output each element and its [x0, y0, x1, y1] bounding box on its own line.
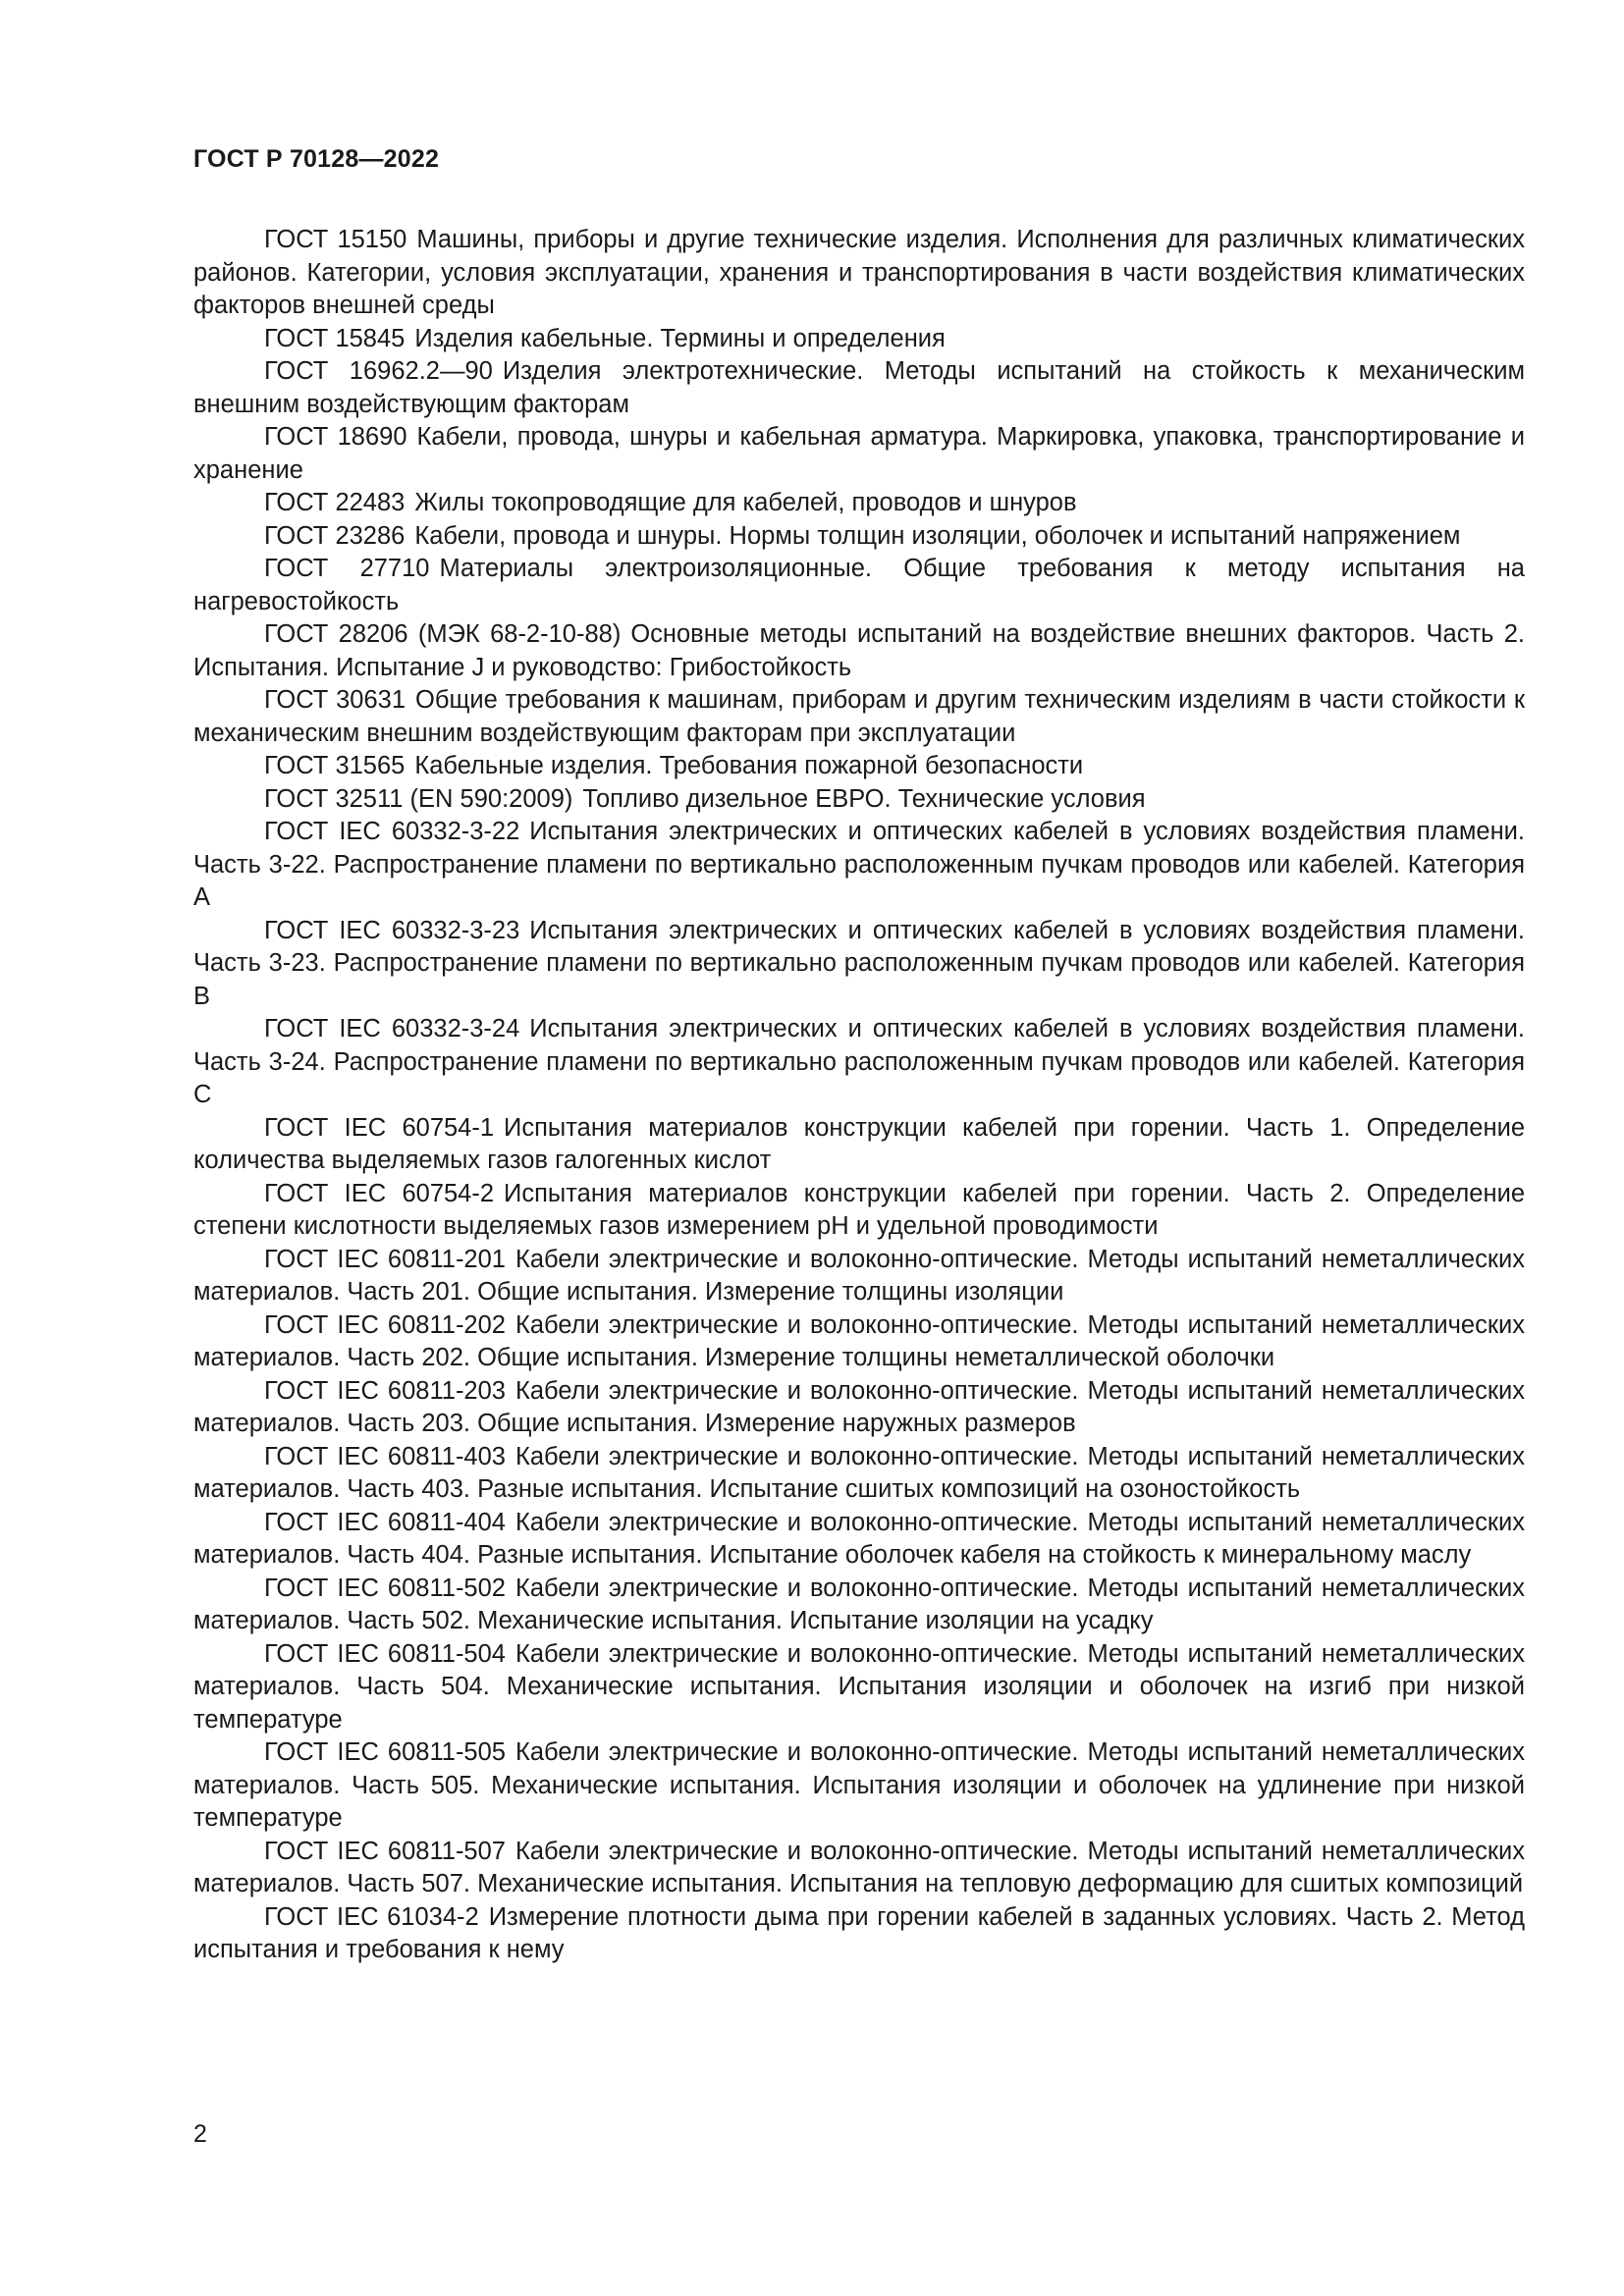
reference-item — [193, 684, 1525, 750]
reference-title: Машины, приборы и другие технические изделия. Исполнения для различных климатических районов. Категории, условия эксплуатации, хранения и транспортирования в части воздействия климатических факторов внешней среды — [193, 226, 1525, 319]
reference-code: ГОСТ IEC 60754-2 — [264, 1179, 495, 1207]
reference-title: Кабели электрические и волоконно-оптические. Методы испытаний неметаллических материалов. Часть 203. Общие испытания. Измерение наружных размеров — [193, 1376, 1525, 1437]
reference-code: ГОСТ 23286 — [264, 521, 406, 550]
reference-code: ГОСТ 30631 — [264, 686, 406, 714]
reference-code: ГОСТ 15150 — [264, 226, 407, 253]
reference-item — [193, 783, 1525, 817]
reference-item — [193, 1244, 1525, 1309]
reference-code: ГОСТ 22483 — [264, 489, 406, 516]
reference-title: Кабели электрические и волоконно-оптические. Методы испытаний неметаллических материалов. Часть 505. Механические испытания. Испытания изоляции и оболочек на удлинение при низкой температуре — [193, 1738, 1525, 1832]
reference-code: ГОСТ IEC 60811-201 — [264, 1245, 506, 1273]
reference-code: ГОСТ 27710 — [264, 555, 430, 582]
reference-title: Кабели, провода и шнуры. Нормы толщин изоляции, оболочек и испытаний напряжением — [414, 521, 1461, 550]
reference-title: Кабели электрические и волоконно-оптические. Методы испытаний неметаллических материалов. Часть 202. Общие испытания. Измерение толщины неметаллической оболочки — [193, 1310, 1525, 1371]
reference-item — [193, 421, 1525, 487]
reference-code: ГОСТ IEC 60754-1 — [264, 1113, 495, 1142]
reference-title: Кабельные изделия. Требования пожарной безопасности — [414, 752, 1084, 779]
reference-item — [193, 355, 1525, 421]
reference-item — [193, 1375, 1525, 1441]
reference-code: ГОСТ IEC 60332-3-22 — [264, 818, 520, 845]
reference-title: Испытания электрических и оптических кабелей в условиях воздействия пламени. Часть 3-23. Распространение пламени по вертикально расположенным пучкам проводов или кабелей. Категория В — [193, 916, 1525, 1010]
reference-item — [193, 1013, 1525, 1112]
reference-item — [193, 520, 1525, 554]
reference-item — [193, 487, 1525, 520]
reference-title: Кабели электрические и волоконно-оптические. Методы испытаний неметаллических материалов. Часть 504. Механические испытания. Испытания изоляции и оболочек на изгиб при низкой температуре — [193, 1639, 1525, 1734]
reference-item — [193, 224, 1525, 323]
reference-title: Топливо дизельное ЕВРО. Технические условия — [582, 784, 1146, 813]
reference-item — [193, 1736, 1525, 1836]
reference-title: Жилы токопроводящие для кабелей, проводов и шнуров — [414, 489, 1077, 516]
reference-code: ГОСТ IEC 60811-505 — [264, 1738, 506, 1766]
reference-code: ГОСТ 18690 — [264, 423, 407, 451]
reference-item — [193, 618, 1525, 684]
reference-code: ГОСТ IEC 60811-504 — [264, 1639, 506, 1668]
reference-item — [193, 1836, 1525, 1901]
reference-title: Измерение плотности дыма при горении кабелей в заданных условиях. Часть 2. Метод испытания и требования к нему — [193, 1902, 1525, 1963]
reference-code: ГОСТ 31565 — [264, 752, 406, 779]
normative-references-list — [193, 224, 1525, 1967]
reference-title: Материалы электроизоляционные. Общие требования к методу испытания на нагревостойкость — [193, 555, 1525, 615]
reference-title: Изделия электротехнические. Методы испытаний на стойкость к механическим внешним воздействующим факторам — [193, 357, 1526, 418]
reference-title: Испытания электрических и оптических кабелей в условиях воздействия пламени. Часть 3-22. Распространение пламени по вертикально расположенным пучкам проводов или кабелей. Категория А — [193, 818, 1525, 911]
reference-item — [193, 1441, 1525, 1507]
reference-code: ГОСТ 16962.2—90 — [264, 357, 493, 385]
reference-title: Изделия кабельные. Термины и определения — [414, 324, 946, 352]
reference-code: ГОСТ IEC 60332-3-24 — [264, 1015, 520, 1042]
reference-item — [193, 1309, 1525, 1375]
reference-title: Испытания материалов конструкции кабелей при горении. Часть 1. Определение количества выделяемых газов галогенных кислот — [193, 1113, 1525, 1174]
page-number: 2 — [193, 2120, 207, 2148]
reference-code: ГОСТ IEC 60811-507 — [264, 1837, 506, 1865]
reference-item — [193, 816, 1525, 915]
reference-code: ГОСТ IEC 60332-3-23 — [264, 916, 520, 944]
reference-code: ГОСТ IEC 60811-203 — [264, 1376, 506, 1405]
reference-title: Кабели электрические и волоконно-оптические. Методы испытаний неметаллических материалов. Часть 201. Общие испытания. Измерение толщины изоляции — [193, 1245, 1525, 1306]
reference-code: ГОСТ IEC 60811-202 — [264, 1310, 506, 1339]
reference-title: Кабели электрические и волоконно-оптические. Методы испытаний неметаллических материалов. Часть 403. Разные испытания. Испытание сшитых композиций на озоностойкость — [193, 1442, 1525, 1503]
reference-code: ГОСТ IEC 60811-502 — [264, 1574, 506, 1602]
reference-item — [193, 1901, 1525, 1967]
reference-title: Общие требования к машинам, приборам и другим техническим изделиям в части стойкости к механическим внешним воздействующим факторам при эксплуатации — [193, 686, 1525, 747]
reference-item — [193, 1178, 1525, 1244]
reference-code: ГОСТ IEC 60811-404 — [264, 1508, 506, 1536]
reference-title: Испытания электрических и оптических кабелей в условиях воздействия пламени. Часть 3-24. Распространение пламени по вертикально расположенным пучкам проводов или кабелей. Категория С — [193, 1015, 1525, 1108]
reference-code: ГОСТ 32511 (EN 590:2009) — [264, 784, 573, 813]
reference-item — [193, 750, 1525, 783]
reference-item — [193, 1112, 1525, 1178]
reference-title: Кабели электрические и волоконно-оптические. Методы испытаний неметаллических материалов. Часть 502. Механические испытания. Испытание изоляции на усадку — [193, 1574, 1525, 1634]
reference-item — [193, 1638, 1525, 1737]
reference-item — [193, 915, 1525, 1014]
reference-title: Кабели, провода, шнуры и кабельная арматура. Маркировка, упаковка, транспортирование и хранение — [193, 423, 1525, 484]
reference-title: Кабели электрические и волоконно-оптические. Методы испытаний неметаллических материалов. Часть 507. Механические испытания. Испытания на тепловую деформацию для сшитых композиций — [193, 1837, 1525, 1897]
reference-code: ГОСТ IEC 61034-2 — [264, 1902, 479, 1931]
reference-item — [193, 323, 1525, 356]
reference-title: Кабели электрические и волоконно-оптические. Методы испытаний неметаллических материалов. Часть 404. Разные испытания. Испытание оболочек кабеля на стойкость к минеральному маслу — [193, 1508, 1525, 1569]
reference-title: Основные методы испытаний на воздействие внешних факторов. Часть 2. Испытания. Испытание J и руководство: Грибостойкость — [193, 620, 1525, 681]
reference-code: ГОСТ 28206 (МЭК 68-2-10-88) — [264, 620, 622, 648]
reference-code: ГОСТ 15845 — [264, 324, 406, 352]
reference-item — [193, 1573, 1525, 1638]
document-header: ГОСТ Р 70128—2022 — [193, 145, 440, 173]
reference-code: ГОСТ IEC 60811-403 — [264, 1442, 506, 1470]
reference-title: Испытания материалов конструкции кабелей при горении. Часть 2. Определение степени кислотности выделяемых газов измерением рН и удельной проводимости — [193, 1179, 1525, 1240]
reference-item — [193, 553, 1525, 618]
reference-item — [193, 1507, 1525, 1573]
